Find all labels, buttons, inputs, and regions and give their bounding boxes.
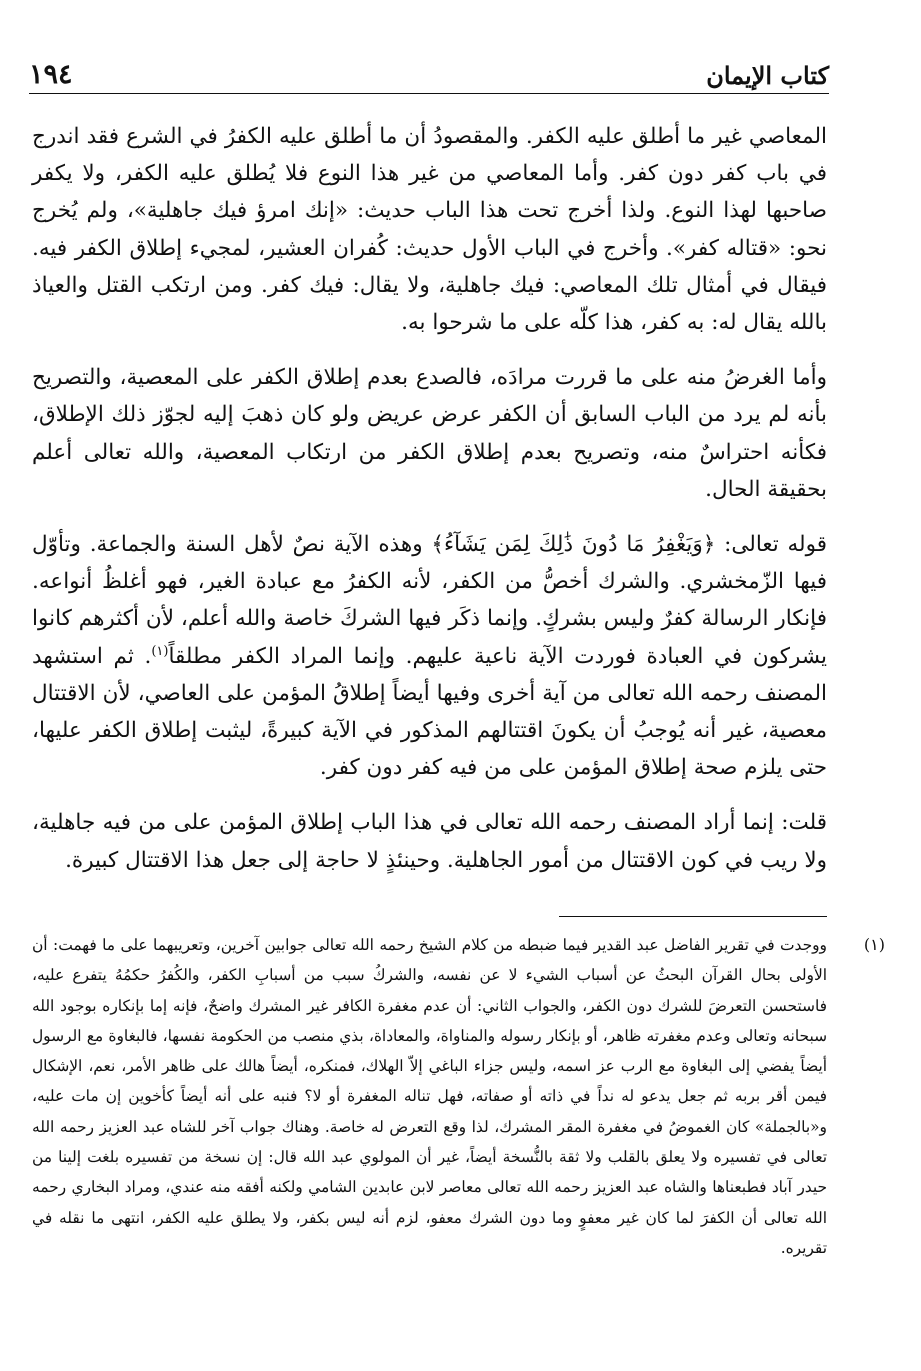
main-text [32,118,827,897]
paragraph: المعاصي غير ما أطلق عليه الكفر. والمقصودُ أن ما أطلق عليه الكفرُ في الشرع فقد اندرج في باب كفر دون كفر. وأما المعاصي من غير هذا النوع فلا يُطلق عليه الكفر، ولا يكفر صاحبها لهذا النوع. ولذا أخرج تحت هذا الباب حديث: «إنك امرؤ فيك جاهلية»، ولم يُخرج نحو: «قتاله كفر». وأخرج في الباب الأول حديث: كُفران العشير، لمجيء إطلاق الكفر فيه. فيقال في أمثال تلك المعاصي: فيك جاهلية، ولا يقال: فيك كفر. ومن ارتكب القتل والعياذ بالله يقال له: به كفر، هذا كلّه على ما شرحوا به. [32,124,827,336]
footnote-reference[interactable]: (١) [151,643,169,659]
paragraph: وأما الغرضُ منه على ما قررت مرادَه، فالصدع بعدم إطلاق الكفر على المعصية، والتصريح بأنه لم يرد من الباب السابق أن الكفر عرض عريض ولو كان ذهبَ إليه لجوّز ذلك الإطلاق، فكأنه احتراسٌ منه، وتصريح بعدم إطلاق الكفر من ارتكاب المعصية، والله تعالى أعلم بحقيقة الحال. [32,365,827,502]
page-header [29,55,829,94]
paragraph: قلت: إنما أراد المصنف رحمه الله تعالى في هذا الباب إطلاق المؤمن على من فيه جاهلية، ولا ريب في كون الاقتتال من أمور الجاهلية. وحينئذٍ لا حاجة إلى جعل هذا الاقتتال كبيرة. [32,810,827,873]
footnote [32,930,885,1263]
paragraph-text: قوله تعالى: ﴿وَيَغْفِرُ مَا دُونَ ذَٰلِكَ لِمَن يَشَآءُ﴾ وهذه الآية نصٌ لأهل السنة والجماعة. وتأوّل فيها الزّمخشري. والشرك أخصُّ من الكفر، لأنه الكفرُ مع عبادة الغير، فهو أغلظُ أنواعه. فإنكار الرسالة كفرٌ وليس بشركٍ. وإنما ذكَر فيها الشركَ خاصة والله أعلم، لأن أكثرهم كانوا يشركون في العبادة فوردت الآية ناعية عليهم. وإنما المراد الكفر مطلقاً [32,532,827,669]
footnotes [32,930,885,1263]
footnote-separator [559,916,827,917]
paragraph-with-footnote [32,526,827,786]
footnote-text: ووجدت في تقرير الفاضل عبد القدير فيما ضبطه من كلام الشيخ رحمه الله تعالى جوابين آخرين، وتعريبهما على ما فهمت: أن الأولى بحال القرآن البحثُ عن أسباب الشيء لا عن نفسه، والشركُ سبب من أسبابِ الكفر، والكُفرُ حكمُهُ يتفرع عليه، فاستحسن التعرضَ للشرك دون الكفر، والجواب الثاني: أن عدم مغفرة الكافر غير المشرك واضحٌ، فإنه إما بإنكاره بوجود الله سبحانه وتعالى وعدم مغفرته ظاهر، أو بإنكار رسوله والمناواة، والمعاداة، بذي منصب من الحكومة نفسها، فالبغاوة مع الرسول أيضاً يفضي إلى البغاوة مع الرب عز اسمه، وليس جزاء الباغي إلاّ الهلاك، فمنكره، أيضاً هالك على ظاهر الأمر، نعم، الإشكال فيمن أقر بربه ثم جعل يدعو له نداً في ذاته أو صفاته، فهل تناله المغفرة أو لا؟ فنبه على أنه أيضاً كأخوين إن مات عليه، و«بالجملة» كان الغموضُ في مغفرة المقر المشرك، لذا وقع التعرض له خاصة. وهناك جواب آخر للشاه عبد العزيز رحمه الله تعالى في تفسيره ولا يعلق بالقلب ولا ثقة بالنُّسخة أيضاً، غير أن المولوي عبد الله قال: إن نسخة من تفسيره بلغت إلينا من حيدر آباد فطبعناها والشاه عبد العزيز رحمه الله تعالى معاصر لابن عابدين الشامي ولكنه أفقه منه عندي، ومراد البخاري رحمه الله تعالى أن الكفرَ لما كان غير معفوٍ وما دون الشرك معفو، لزم أنه ليس بكفر، ولا يطلق عليه الكفر، انتهى ما نقله في تقريره. [32,936,827,1257]
footnote-marker: (١) [863,935,885,954]
page-number: ١٩٤ [29,59,73,90]
paragraph-text-continued: . ثم استشهد المصنف رحمه الله تعالى من آية أخرى وفيها أيضاً إطلاقُ المؤمن على العاصي، لأن الاقتتال معصية، غير أنه يُوجبُ أن يكونَ اقتتالهم المذكور في الآية كبيرةً، ليثبت إطلاق الكفر عليها، حتى يلزم صحة إطلاق المؤمن على من فيه كفر دون كفر. [32,643,827,781]
running-title: كتاب الإيمان [706,61,829,90]
